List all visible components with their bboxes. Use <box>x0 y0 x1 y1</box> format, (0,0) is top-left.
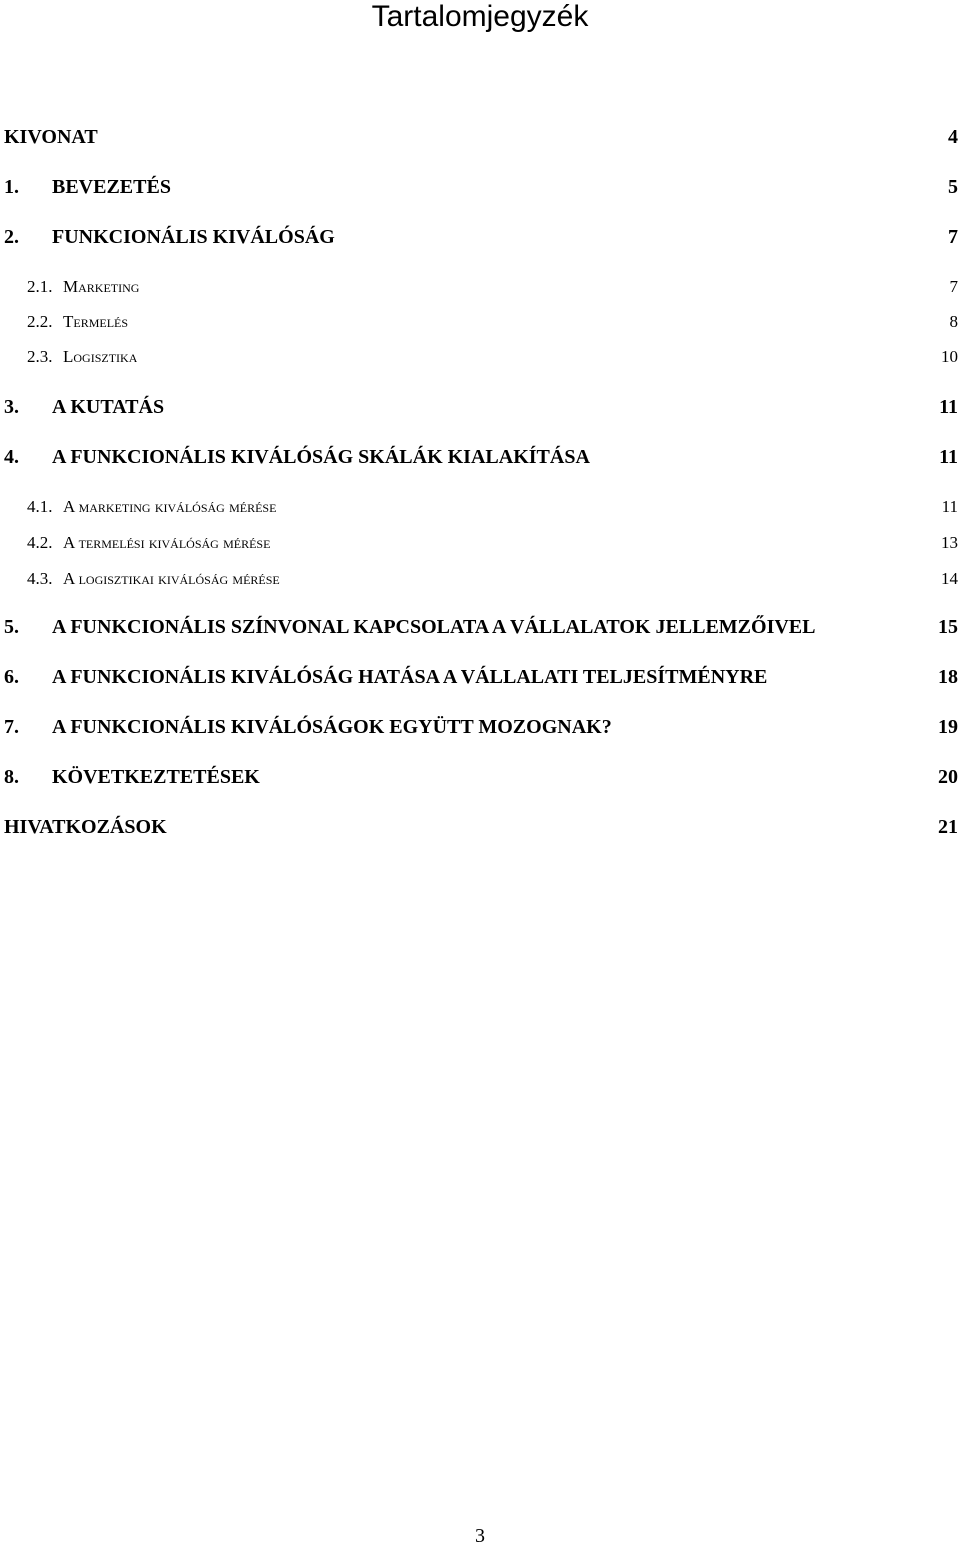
toc-entry[interactable] <box>27 309 958 335</box>
toc-entry[interactable] <box>27 344 958 370</box>
page-number: 3 <box>475 1525 485 1547</box>
toc-entry[interactable] <box>4 444 958 470</box>
toc-entry[interactable] <box>4 394 958 420</box>
toc-entry-number: 2.1. <box>27 277 53 296</box>
toc-entry[interactable] <box>4 714 958 740</box>
toc-entry[interactable] <box>4 764 958 790</box>
toc-entry-number: 2.2. <box>27 312 53 331</box>
toc-entry-title: A logisztikai kiválóság mérése <box>63 569 280 588</box>
toc-entry-title: A FUNKCIONÁLIS KIVÁLÓSÁG SKÁLÁK KIALAKÍTÁSA <box>52 446 590 468</box>
toc-entry-title: A FUNKCIONÁLIS KIVÁLÓSÁG HATÁSA A VÁLLALATI TELJESÍTMÉNYRE <box>52 666 768 688</box>
toc-entry[interactable] <box>4 124 958 150</box>
toc-entry-number: 4.3. <box>27 569 53 588</box>
toc-entry-page: 5 <box>948 176 958 198</box>
toc-entry-number: 3. <box>4 396 19 418</box>
toc-entry[interactable] <box>4 174 958 200</box>
toc-entry-page: 7 <box>948 226 958 248</box>
toc-entry-page: 11 <box>941 497 958 516</box>
toc-entry[interactable] <box>4 224 958 250</box>
toc-entry-page: 8 <box>949 312 958 331</box>
toc-entry[interactable] <box>27 566 958 592</box>
toc-entry-title: FUNKCIONÁLIS KIVÁLÓSÁG <box>52 226 335 248</box>
toc-entry-number: 4.1. <box>27 497 53 516</box>
toc-entry-title: A FUNKCIONÁLIS KIVÁLÓSÁGOK EGYÜTT MOZOGNAK? <box>52 716 612 738</box>
toc-entry-title: Logisztika <box>63 347 138 366</box>
toc-entry-page: 7 <box>949 277 958 296</box>
toc-entry[interactable] <box>27 530 958 556</box>
toc-entry[interactable] <box>4 614 958 640</box>
toc-entry-number: 6. <box>4 666 19 688</box>
toc-entry-title: Marketing <box>63 277 140 296</box>
toc-entry-page: 13 <box>941 533 958 552</box>
toc-entry-page: 18 <box>938 666 958 688</box>
toc-entry[interactable] <box>27 274 958 300</box>
toc-entry-title: Termelés <box>63 312 129 331</box>
toc-entry-number: 7. <box>4 716 19 738</box>
toc-entry-page: 21 <box>938 816 958 838</box>
toc-entry-page: 4 <box>948 126 958 148</box>
toc-entry-number: 4.2. <box>27 533 53 552</box>
toc-entry-page: 11 <box>939 396 958 418</box>
toc-entry-page: 11 <box>939 446 958 468</box>
toc-entry-title: A FUNKCIONÁLIS SZÍNVONAL KAPCSOLATA A VÁLLALATOK JELLEMZŐIVEL <box>52 616 816 638</box>
toc-entry-title: BEVEZETÉS <box>52 176 171 198</box>
toc-entry-number: 4. <box>4 446 19 468</box>
toc-entry-number: 1. <box>4 176 19 198</box>
toc-entry-title: HIVATKOZÁSOK <box>4 816 167 838</box>
toc-entry-page: 19 <box>938 716 958 738</box>
toc-entry-title: A KUTATÁS <box>52 396 165 418</box>
toc-entry-page: 14 <box>941 569 958 588</box>
toc-entry-number: 5. <box>4 616 19 638</box>
toc-entry-page: 20 <box>938 766 958 788</box>
page-title: Tartalomjegyzék <box>371 0 589 33</box>
toc-entry-title: KIVONAT <box>4 126 98 148</box>
toc-entry-number: 2.3. <box>27 347 53 366</box>
toc-entry-page: 10 <box>941 347 958 366</box>
toc-entry[interactable] <box>4 814 958 840</box>
toc-entry-number: 2. <box>4 226 19 248</box>
toc-entry-title: KÖVETKEZTETÉSEK <box>52 766 260 788</box>
toc-entry-number: 8. <box>4 766 19 788</box>
toc-entry[interactable] <box>4 664 958 690</box>
toc-entry-title: A marketing kiválóság mérése <box>63 497 277 516</box>
toc-entry-page: 15 <box>938 616 958 638</box>
toc-entry-title: A termelési kiválóság mérése <box>63 533 271 552</box>
toc-entry[interactable] <box>27 494 958 520</box>
